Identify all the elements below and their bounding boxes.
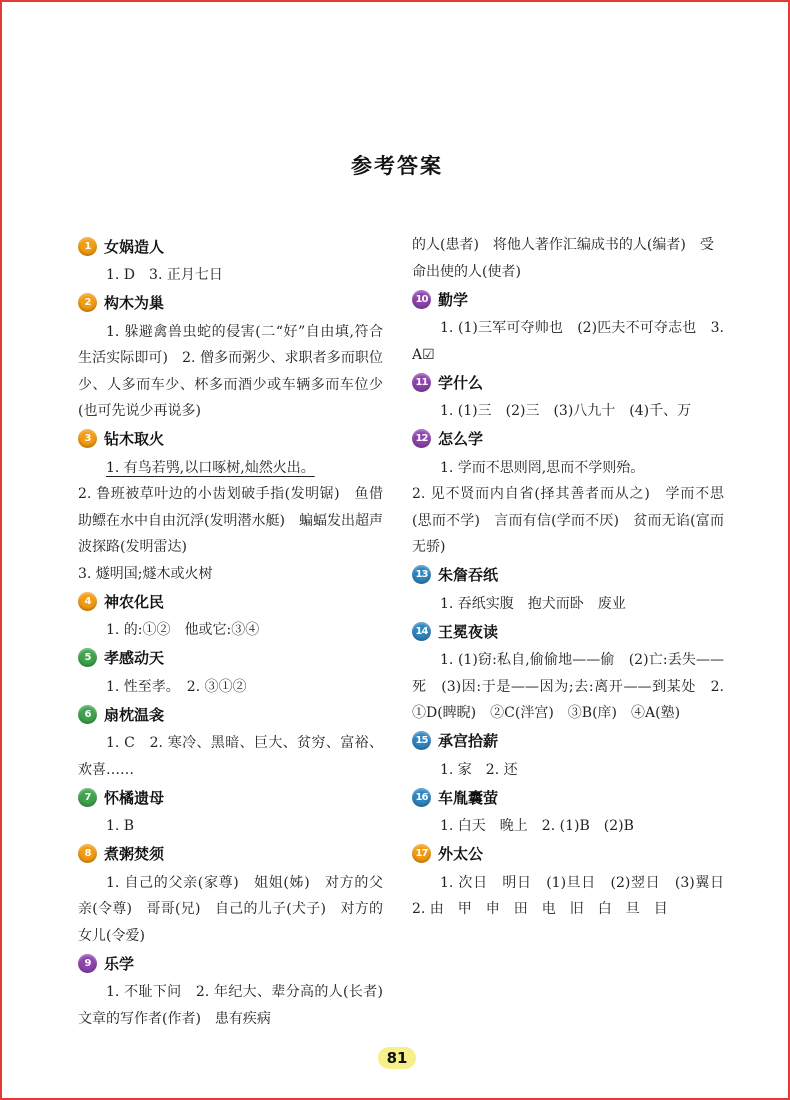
section-header <box>412 368 724 396</box>
section-header <box>412 561 724 589</box>
answer-text: 1. 学而不思则罔,思而不学则殆。 <box>440 459 645 476</box>
section-15 <box>412 727 724 784</box>
section-3 <box>78 425 383 588</box>
section-5 <box>78 644 383 701</box>
continued-text: 的人(患者) 将他人著作汇编成书的人(编者) 受命出使的人(使者) <box>412 237 714 280</box>
section-4 <box>78 587 383 644</box>
answer-text: 1. 吞纸实腹 抱犬而卧 废业 <box>440 595 626 612</box>
section-header <box>78 700 383 728</box>
section-11 <box>412 368 724 425</box>
section-header <box>412 783 724 811</box>
section-10 <box>412 285 724 368</box>
answer-text: 1. 家 2. 还 <box>440 761 518 778</box>
section-header <box>78 840 383 868</box>
answer-text: 1. (1)窃:私自,偷偷地——偷 (2)亡:丢失——死 (3)因:于是——因为;去:离开——到某处 2. ①D(睥睨) ②C(泮宫) ③B(庠) ④A(塾) <box>412 652 724 721</box>
section-title: 怎么学 <box>438 430 484 448</box>
answer-text <box>78 455 383 482</box>
answer-text: 1. D 3. 正月七日 <box>106 267 223 283</box>
number-badge-icon: 8 <box>78 844 97 863</box>
number-badge-icon: 10 <box>412 290 431 309</box>
right-column <box>412 232 738 923</box>
section-14 <box>412 617 724 727</box>
answer-text: 1. (1)三 (2)三 (3)八九十 (4)千、万 <box>440 403 692 419</box>
answer-text: 1. 自己的父亲(家尊) 姐姐(姊) 对方的父亲(令尊) 哥哥(兄) 自己的儿子(犬子) 对方的女儿(令爱) <box>78 874 383 944</box>
number-badge-icon: 11 <box>412 373 431 392</box>
section-title: 孝感动天 <box>104 649 165 667</box>
number-badge-icon: 13 <box>412 565 431 584</box>
number-badge-icon: 1 <box>78 237 97 256</box>
answer-text: 1. (1)三军可夺帅也 (2)匹夫不可夺志也 3. A☑ <box>412 320 724 363</box>
underlined-answer: 1. 有鸟若鸮,以口啄树,灿然火出。 <box>106 459 315 476</box>
section-6 <box>78 700 383 783</box>
section-16 <box>412 783 724 840</box>
section-title: 朱詹吞纸 <box>438 566 499 584</box>
section-title: 扇枕温衾 <box>104 705 165 724</box>
section-8 <box>78 840 383 950</box>
number-badge-icon: 6 <box>78 705 97 724</box>
section-title: 钻木取火 <box>104 430 165 448</box>
section-title: 煮粥焚须 <box>104 845 165 863</box>
section-title: 王冕夜读 <box>438 622 499 641</box>
number-badge-icon: 3 <box>78 429 97 448</box>
answer-text: 1. 躲避禽兽虫蛇的侵害(二“好”自由填,符合生活实际即可) 2. 僧多而粥少、求职者多而职位少、人多而车少、杯多而酒少或车辆多而车位少(也可先说少再说多) <box>78 323 383 419</box>
number-badge-icon: 7 <box>78 788 97 807</box>
section-17 <box>412 840 738 923</box>
section-title: 神农化民 <box>104 592 165 611</box>
number-badge-icon: 4 <box>78 592 97 611</box>
section-header <box>78 289 383 317</box>
answer-text: 1. 的:①② 他或它:③④ <box>106 622 260 638</box>
section-header <box>78 232 383 260</box>
number-badge-icon: 17 <box>412 844 431 863</box>
section-header <box>412 727 724 755</box>
number-badge-icon: 9 <box>78 954 97 973</box>
section-header <box>412 840 724 868</box>
section-title: 学什么 <box>438 373 484 392</box>
section-header <box>412 617 724 645</box>
section-9 <box>78 949 397 1032</box>
number-badge-icon: 16 <box>412 788 431 807</box>
section-header <box>78 783 383 811</box>
section-header <box>78 587 383 615</box>
page-number: 81 <box>378 1047 416 1069</box>
number-badge-icon: 12 <box>412 429 431 448</box>
answer-text: 1. B <box>106 818 135 834</box>
section-title: 怀橘遗母 <box>104 788 165 807</box>
number-badge-icon: 14 <box>412 622 431 641</box>
answer-text: 2. 见不贤而内自省(择其善者而从之) 学而不思(思而不学) 言而有信(学而不厌) 贫而无谄(富而无骄) <box>412 486 724 555</box>
number-badge-icon: 2 <box>78 293 97 312</box>
section-13 <box>412 561 724 618</box>
section-title: 勤学 <box>438 290 469 309</box>
section-header <box>78 644 383 672</box>
left-column <box>78 232 397 1032</box>
section-title: 外太公 <box>438 845 484 863</box>
section-title: 车胤囊萤 <box>438 788 499 807</box>
section-title: 乐学 <box>104 954 135 973</box>
section-header <box>412 425 724 453</box>
number-badge-icon: 15 <box>412 731 431 750</box>
section-header <box>78 949 383 977</box>
section-header <box>78 425 383 453</box>
answer-text: 2. 鲁班被草叶边的小齿划破手指(发明锯) 鱼借助鳔在水中自由沉浮(发明潜水艇) 蝙蝠发出超声波探路(发明雷达) <box>78 486 383 555</box>
section-7 <box>78 783 383 840</box>
answer-text: 1. 不耻下问 2. 年纪大、辈分高的人(长者) 文章的写作者(作者) 患有疾病 <box>78 984 397 1027</box>
answer-text: 1. 白天 晚上 2. (1)B (2)B <box>440 818 634 834</box>
section-2 <box>78 289 383 425</box>
answer-text: 1. 次日 明日 (1)旦日 (2)翌日 (3)翼日 2. 由 甲 申 田 电 旧 白 旦 目 <box>412 874 738 917</box>
section-title: 女娲造人 <box>104 237 165 256</box>
answer-text: 3. 燧明国;燧木或火树 <box>78 565 213 582</box>
section-header <box>412 285 724 313</box>
section-12 <box>412 425 724 561</box>
answer-text: 1. 性至孝。 2. ③①② <box>106 678 247 695</box>
page-title: 参考答案 <box>351 154 443 178</box>
number-badge-icon: 5 <box>78 648 97 667</box>
section-1 <box>78 232 383 289</box>
section-title: 承宫拾薪 <box>438 732 499 750</box>
section-title: 构木为巢 <box>104 294 165 312</box>
answer-text: 1. C 2. 寒冷、黑暗、巨大、贫穷、富裕、欢喜…… <box>78 735 383 778</box>
